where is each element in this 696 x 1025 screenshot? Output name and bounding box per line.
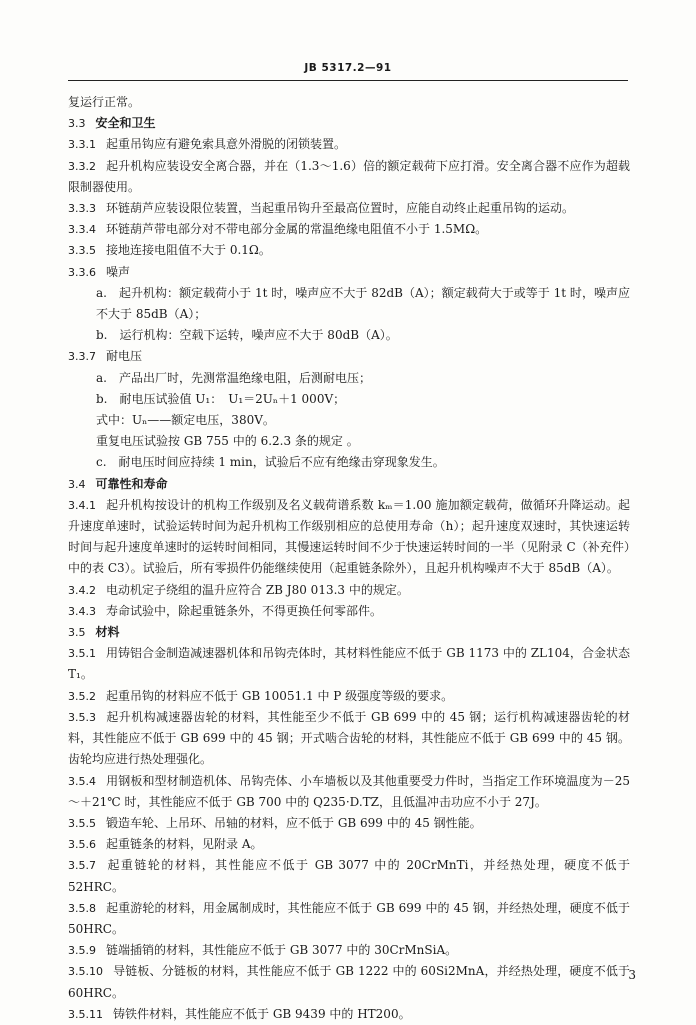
list-item: a. 产品出厂时，先测常温绝缘电阻，后测耐电压； (96, 370, 371, 385)
clause-text: 起重链轮的材料，其性能应不低于 GB 3077 中的 20CrMnTi，并经热处理，硬度不低于 52HRC。 (68, 858, 630, 894)
clause-number: 3.5.5 (68, 816, 96, 830)
list-item: b. 运行机构：空载下运转，噪声应不大于 80dB（A）。 (96, 328, 398, 343)
clause (68, 346, 630, 367)
clause (68, 961, 630, 1003)
clause-number: 3.4 (68, 477, 86, 491)
clause-number: 3.5.11 (68, 1007, 103, 1021)
clause (68, 156, 630, 198)
clause-number: 3.5.2 (68, 689, 96, 703)
clause (68, 940, 630, 961)
clause-number: 3.5.3 (68, 710, 96, 724)
clause (68, 601, 630, 622)
heading-text: 可靠性和寿命 (95, 476, 168, 491)
clause-number: 3.5.4 (68, 774, 96, 788)
clause-text: 环链葫芦应装设限位装置，当起重吊钩升至最高位置时，应能自动终止起重吊钩的运动。 (106, 201, 575, 216)
clause (68, 771, 630, 813)
clause-text: 起升机构按设计的机构工作级别及名义载荷谱系数 kₘ＝1.00 施加额定载荷，做循环升降运动。起升速度单速时，试验运转时间为起升机构工作级别相应的总使用寿命（h）；起升速度双速时，其快速运转时间与起升速度单速时的运转时间相同，其慢速运转时间不少于快速运转时间的一半（见附录 C（补充件）中的表 C3）。试验后，所有零损件仍能继续使用（起重链条除外），且起升机构噪声不大于 85dB（A）。 (68, 497, 630, 576)
paragraph: 复运行正常。 (68, 95, 141, 109)
clause (68, 834, 630, 855)
clause-number: 3.5 (68, 626, 86, 640)
clause-text: 起升机构减速器齿轮的材料，其性能至少不低于 GB 699 中的 45 钢；运行机构减速器齿轮的材料，其性能应不低于 GB 699 中的 45 钢；开式啮合齿轮的材料，其性能应不低于 GB 699 中的 45 钢。齿轮均应进行热处理强化。 (68, 709, 630, 767)
clause (68, 1004, 630, 1025)
clause-number: 3.5.7 (68, 859, 96, 873)
section-heading (68, 474, 630, 495)
section-heading (68, 622, 630, 643)
clause-number: 3.3.1 (68, 138, 96, 152)
clause-text: 噪声 (106, 264, 131, 279)
clause-number: 3.5.10 (68, 965, 103, 979)
clause-text: 铸铁件材料，其性能应不低于 GB 9439 中的 HT200。 (113, 1006, 411, 1021)
formula-note: 式中：Uₙ——额定电压，380V。 (96, 413, 275, 428)
clause-text: 寿命试验中，除起重链条外，不得更换任何零部件。 (106, 603, 383, 618)
clause-text: 起重链条的材料，见附录 A。 (106, 837, 263, 852)
clause-text: 耐电压 (106, 349, 143, 364)
clause-text: 用钢板和型材制造机体、吊钩壳体、小车墙板以及其他重要受力件时，当指定工作环境温度为－25～＋21℃ 时，其性能应不低于 GB 700 中的 Q235·D.TZ，且低温冲击功应不小于 27J。 (68, 773, 630, 809)
clause-number: 3.3 (68, 117, 86, 131)
clause-text: 用铸铝合金制造减速器机体和吊钩壳体时，其材料性能应不低于 GB 1173 中的 ZL104，合金状态 T₁。 (68, 646, 630, 682)
clause (68, 240, 630, 261)
clause (68, 855, 630, 897)
clause-text: 接地连接电阻值不大于 0.1Ω。 (106, 243, 271, 258)
clause-number: 3.4.3 (68, 604, 96, 618)
clause-number: 3.3.3 (68, 202, 96, 216)
clause-text: 导链板、分链板的材料，其性能应不低于 GB 1222 中的 60Si2MnA，并经热处理，硬度不低于 60HRC。 (68, 964, 630, 1000)
clause-number: 3.5.8 (68, 901, 96, 915)
list-item: a. 起升机构：额定载荷小于 1t 时，噪声应不大于 82dB（A）；额定载荷大于或等于 1t 时，噪声应不大于 85dB（A）； (96, 285, 630, 322)
body-text (68, 92, 630, 1025)
clause (68, 262, 630, 283)
heading-text: 安全和卫生 (95, 116, 156, 131)
clause (68, 495, 630, 580)
clause-number: 3.3.2 (68, 159, 96, 173)
clause-number: 3.3.4 (68, 223, 96, 237)
clause (68, 580, 630, 601)
clause-number: 3.5.1 (68, 647, 96, 661)
clause-text: 链端插销的材料，其性能应不低于 GB 3077 中的 30CrMnSiA。 (106, 943, 458, 958)
clause-text: 环链葫芦带电部分对不带电部分金属的常温绝缘电阻值不小于 1.5MΩ。 (106, 222, 488, 237)
clause-number: 3.4.2 (68, 583, 96, 597)
header-rule (68, 80, 628, 81)
list-item: b. 耐电压试验值 U₁： U₁＝2Uₙ＋1 000V； (96, 391, 346, 406)
clause (68, 643, 630, 685)
clause-text: 起升机构应装设安全离合器，并在（1.3～1.6）倍的额定载荷下应打滑。安全离合器不应作为超载限制器使用。 (68, 158, 630, 194)
clause (68, 813, 630, 834)
heading-text: 材料 (95, 625, 120, 640)
section-heading (68, 113, 630, 134)
clause-number: 3.4.1 (68, 498, 96, 512)
page-number: 3 (628, 968, 636, 982)
clause-number: 3.3.7 (68, 350, 96, 364)
clause-number: 3.5.6 (68, 838, 96, 852)
clause-number: 3.5.9 (68, 944, 96, 958)
clause (68, 707, 630, 771)
clause-text: 起重游轮的材料，用金属制成时，其性能应不低于 GB 699 中的 45 钢，并经热处理，硬度不低于 50HRC。 (68, 900, 630, 936)
clause (68, 219, 630, 240)
clause-number: 3.3.5 (68, 244, 96, 258)
clause-text: 电动机定子绕组的温升应符合 ZB J80 013.3 中的规定。 (106, 582, 409, 597)
clause (68, 198, 630, 219)
clause-text: 起重吊钩的材料应不低于 GB 10051.1 中 P 级强度等级的要求。 (106, 688, 454, 703)
clause-text: 起重吊钩应有避免索具意外滑脱的闭锁装置。 (106, 137, 347, 152)
clause (68, 134, 630, 155)
clause (68, 898, 630, 940)
paragraph: 重复电压试验按 GB 755 中的 6.2.3 条的规定 。 (96, 434, 359, 449)
clause (68, 686, 630, 707)
list-item: c. 耐电压时间应持续 1 min，试验后不应有绝缘击穿现象发生。 (96, 455, 445, 470)
clause-number: 3.3.6 (68, 265, 96, 279)
clause-text: 锻造车轮、上吊环、吊轴的材料，应不低于 GB 699 中的 45 钢性能。 (106, 815, 482, 830)
standard-number-header: JB 5317.2—91 (304, 62, 392, 74)
